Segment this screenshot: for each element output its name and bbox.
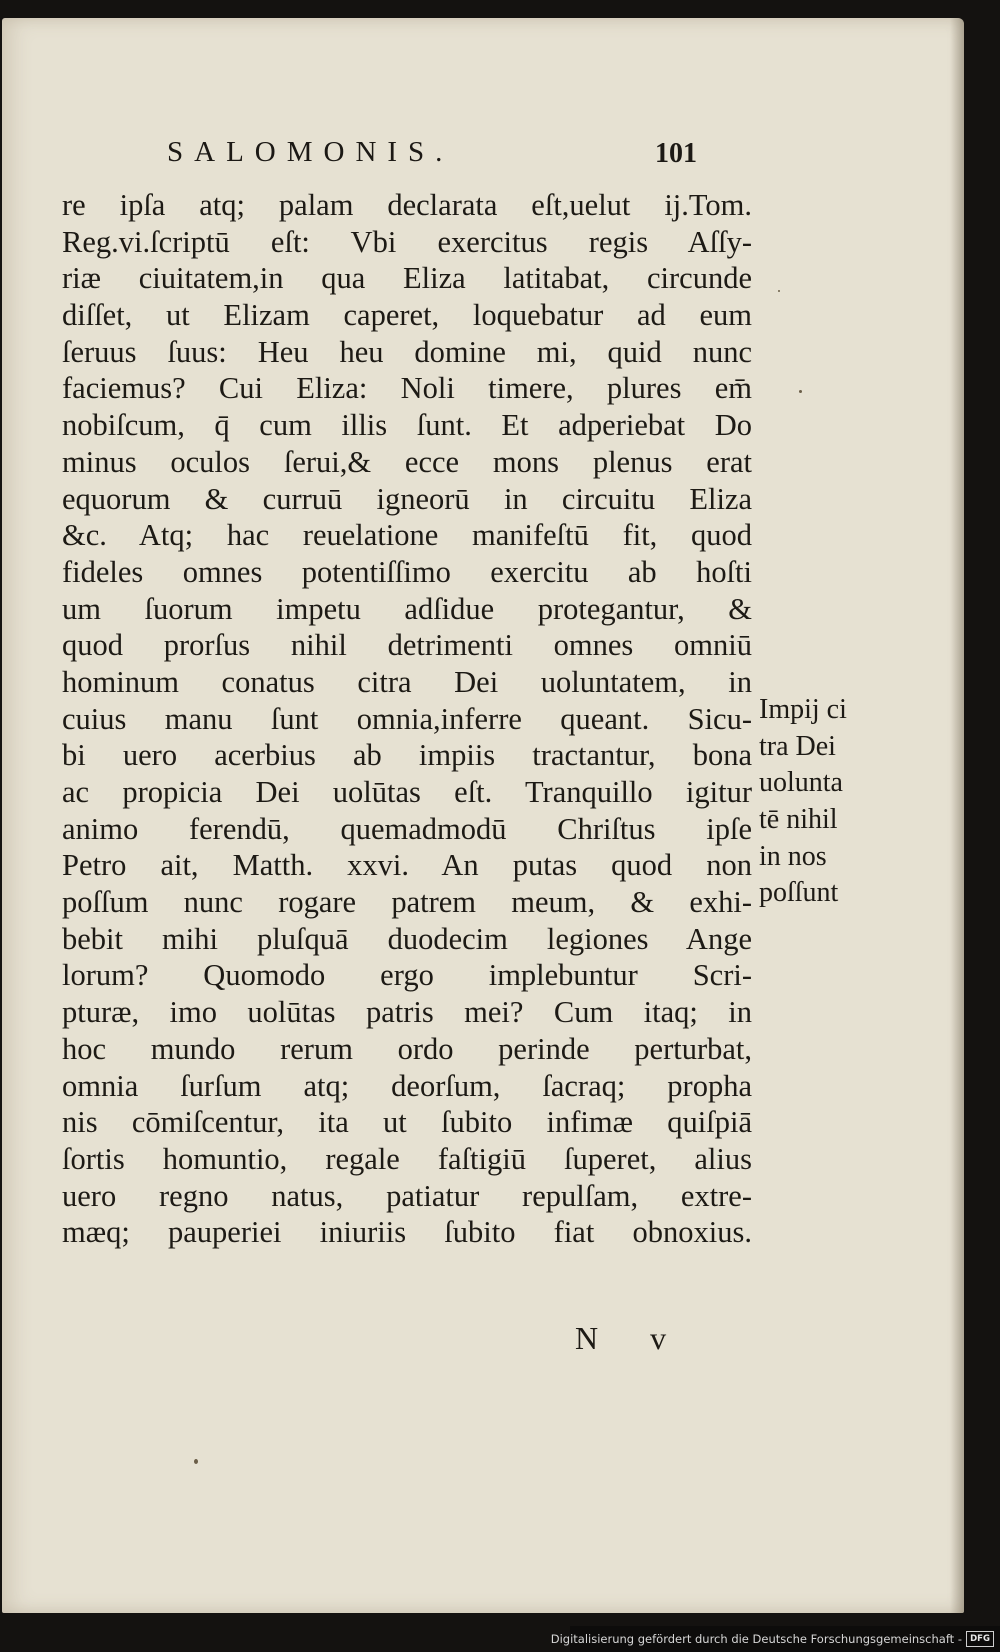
- text-line: mæq; pauperiei iniuriis ſubito fiat obnoxius.: [62, 1215, 752, 1250]
- text-line: omnia ſurſum atq; deorſum, ſacraq; propha: [62, 1068, 752, 1103]
- marginal-note-line: tē nihil: [759, 804, 838, 836]
- text-line: Petro ait, Matth. xxvi. An putas quod non: [62, 848, 752, 883]
- running-head-title: SALOMONIS.: [167, 136, 454, 168]
- main-text-block: [62, 187, 752, 1251]
- marginal-note-line: poſſunt: [759, 877, 839, 909]
- running-head: [167, 136, 697, 176]
- page-edge-shadow: [950, 18, 964, 1613]
- text-line: hominum conatus citra Dei uoluntatem, in: [62, 664, 752, 699]
- marginal-note-line: Impij ci: [759, 694, 847, 725]
- text-line: um ſuorum impetu adſidue protegantur, &: [62, 591, 752, 626]
- text-line: ac propicia Dei uolūtas eſt. Tranquillo igitur: [62, 775, 752, 809]
- text-line: quod prorſus nihil detrimenti omnes omniū: [62, 628, 752, 663]
- marginal-note-line: in nos: [759, 840, 827, 872]
- footer-credit: Digitalisierung gefördert durch die Deutsche Forschungsgemeinschaft -: [550, 1632, 962, 1646]
- text-line: poſſum nunc rogare patrem meum, & exhi-: [62, 885, 752, 920]
- text-line: uero regno natus, patiatur repulſam, extre-: [62, 1178, 752, 1213]
- page-number: 101: [655, 138, 697, 169]
- text-line: nis cōmiſcentur, ita ut ſubito infimæ quiſpiā: [62, 1105, 752, 1140]
- text-line: diſſet, ut Elizam caperet, loquebatur ad eum: [62, 298, 752, 333]
- marginal-note-line: tra Dei: [759, 730, 836, 762]
- text-line: hoc mundo rerum ordo perinde perturbat,: [62, 1031, 752, 1066]
- text-line: minus oculos ſerui,& ecce mons plenus erat: [62, 444, 752, 479]
- text-line: bi uero acerbius ab impiis tractantur, bona: [62, 738, 752, 773]
- book-page: [2, 18, 964, 1613]
- text-line: animo ferendū, quemadmodū Chriſtus ipſe: [62, 811, 752, 846]
- text-line: pturæ, imo uolūtas patris mei? Cum itaq; in: [62, 995, 752, 1030]
- marginal-note: [759, 692, 909, 912]
- dfg-logo-icon: DFG: [966, 1631, 994, 1647]
- text-line: cuius manu ſunt omnia,inferre queant. Sicu-: [62, 701, 752, 736]
- text-line: ſeruus ſuus: Heu heu domine mi, quid nunc: [62, 334, 752, 369]
- text-line: faciemus? Cui Eliza: Noli timere, plures em̄: [62, 371, 752, 406]
- marginal-note-line: uolunta: [759, 767, 843, 799]
- text-line: Reg.vi.ſcriptū eſt: Vbi exercitus regis Aſſy-: [62, 224, 752, 259]
- signature-mark: N v: [575, 1320, 689, 1356]
- text-line: ſortis homuntio, regale faſtigiū ſuperet, alius: [62, 1141, 752, 1176]
- text-line: bebit mihi pluſquā duodecim legiones Ange: [62, 921, 752, 956]
- text-line: re ipſa atq; palam declarata eſt,uelut ij.Tom.: [62, 188, 752, 222]
- text-line: &c. Atq; hac reuelatione manifeſtū fit, quod: [62, 518, 752, 553]
- footer-bar: [550, 1626, 1000, 1652]
- text-line: riæ ciuitatem,in qua Eliza latitabat, circunde: [62, 261, 752, 296]
- text-line: nobiſcum, q̄ cum illis ſunt. Et adperiebat Do: [62, 408, 752, 443]
- text-line: fideles omnes potentiſſimo exercitu ab hoſti: [62, 554, 752, 589]
- text-line: equorum & curruū igneorū in circuitu Eliza: [62, 481, 752, 516]
- text-line: lorum? Quomodo ergo implebuntur Scri-: [62, 958, 752, 993]
